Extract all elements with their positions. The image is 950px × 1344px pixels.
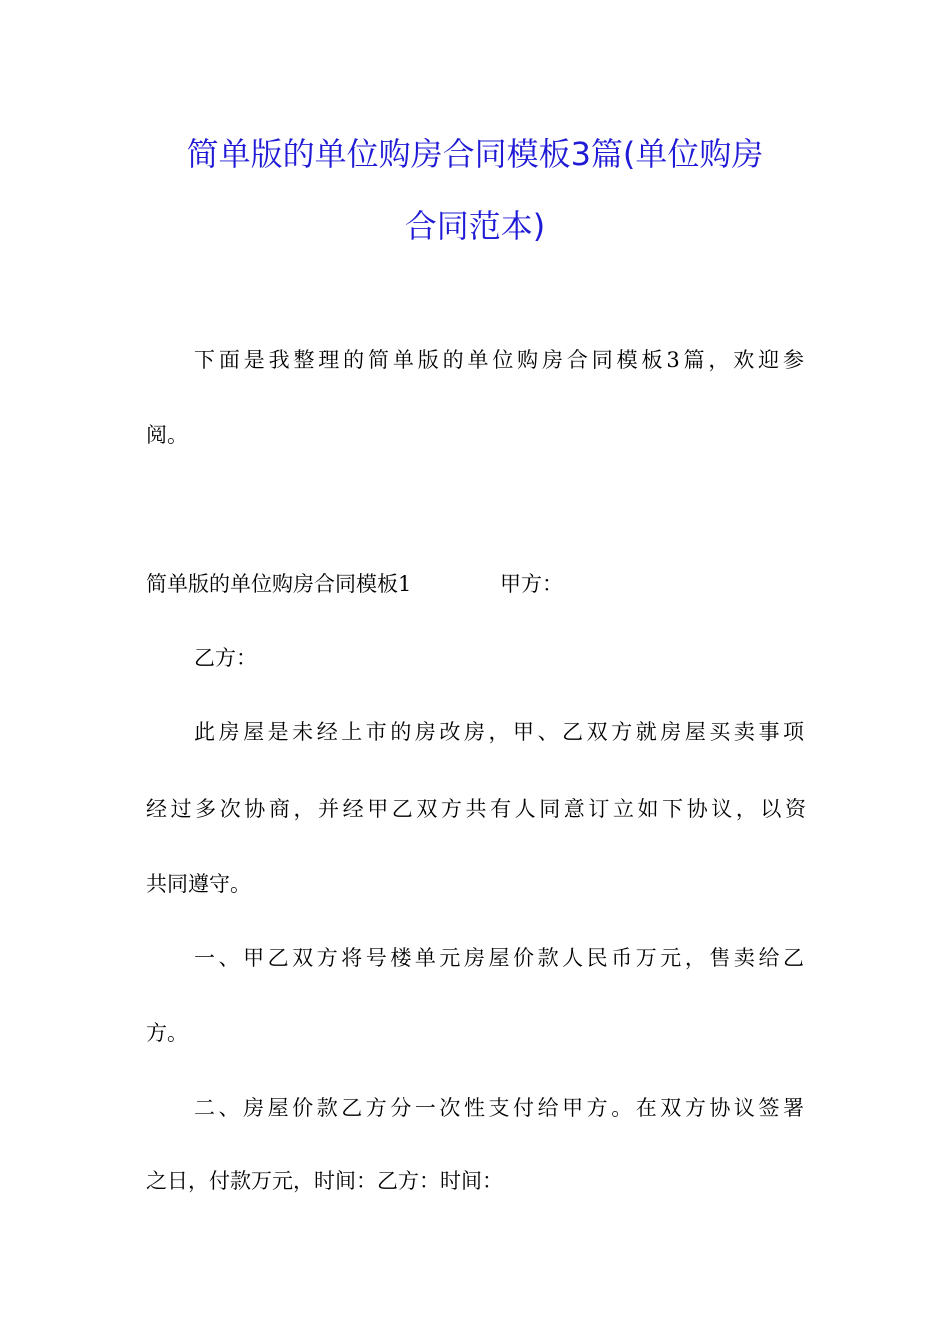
paragraph-1-line-1: 此房屋是未经上市的房改房，甲、乙双方就房屋买卖事项 bbox=[194, 720, 804, 744]
paragraph-1-line-2: 经过多次协商，并经甲乙双方共有人同意订立如下协议，以资 bbox=[146, 797, 806, 821]
clause-1-line-1: 一、甲乙双方将号楼单元房屋价款人民币万元，售卖给乙 bbox=[194, 946, 804, 970]
intro-paragraph-line-2: 阅。 bbox=[146, 423, 188, 447]
clause-2-line-1: 二、房屋价款乙方分一次性支付给甲方。在双方协议签署 bbox=[194, 1096, 804, 1120]
document-title-line-1: 简单版的单位购房合同模板3篇(单位购房 bbox=[186, 135, 764, 173]
intro-paragraph-line-1: 下面是我整理的简单版的单位购房合同模板3篇，欢迎参 bbox=[194, 348, 804, 372]
document-title-line-2: 合同范本) bbox=[404, 207, 546, 245]
clause-2-line-2: 之日，付款万元，时间：乙方：时间： bbox=[146, 1169, 503, 1193]
party-a-label: 甲方： bbox=[500, 572, 563, 596]
paragraph-1-line-3: 共同遵守。 bbox=[146, 872, 251, 896]
party-b-label: 乙方： bbox=[194, 646, 257, 670]
section-1-heading: 简单版的单位购房合同模板1 bbox=[146, 572, 412, 596]
clause-1-line-2: 方。 bbox=[146, 1021, 188, 1045]
